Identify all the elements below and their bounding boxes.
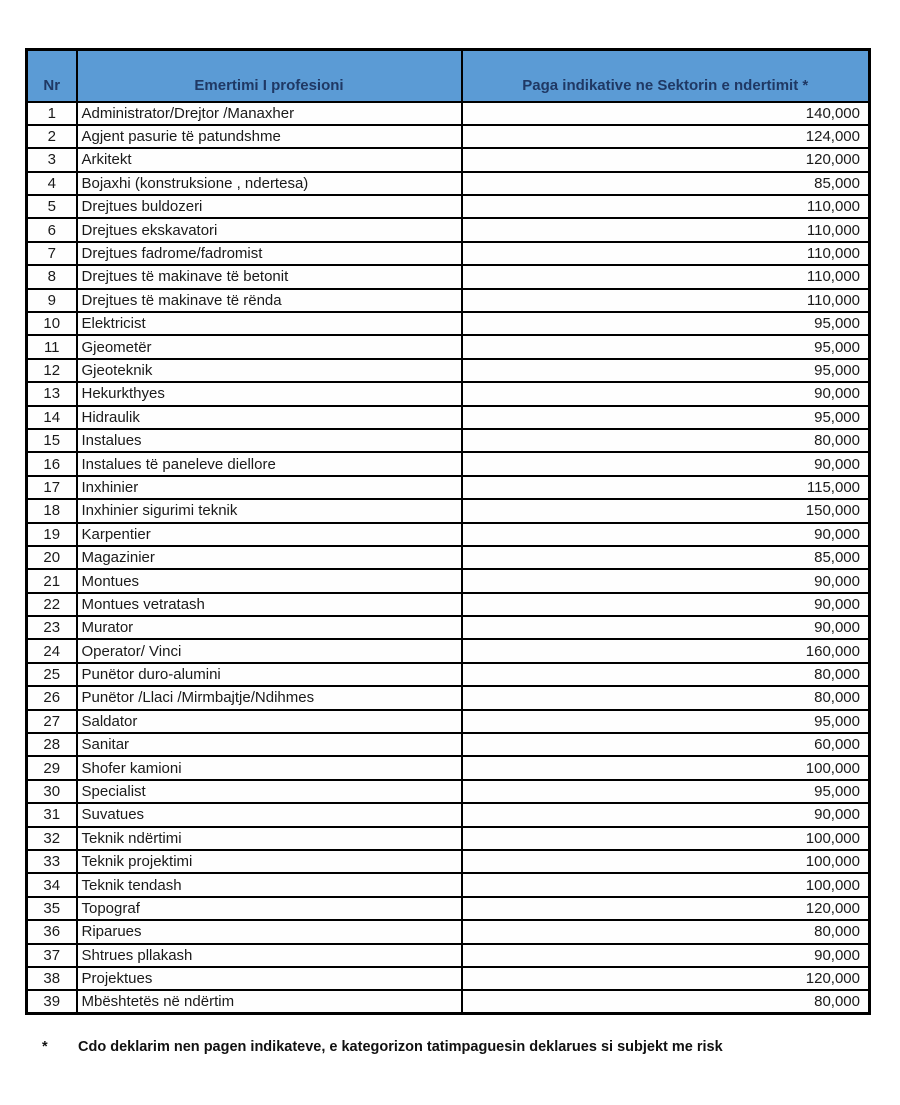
profession-cell: Drejtues ekskavatori [77, 218, 462, 241]
profession-cell: Projektues [77, 967, 462, 990]
table-header-row [27, 50, 870, 102]
profession-cell: Agjent pasurie të patundshme [77, 125, 462, 148]
table-row [27, 897, 870, 920]
table-row [27, 359, 870, 382]
row-number-cell: 4 [27, 172, 77, 195]
profession-cell: Sanitar [77, 733, 462, 756]
salary-cell: 120,000 [462, 897, 870, 920]
salary-cell: 110,000 [462, 195, 870, 218]
row-number-cell: 23 [27, 616, 77, 639]
row-number-cell: 3 [27, 148, 77, 171]
table-row [27, 686, 870, 709]
salary-cell: 124,000 [462, 125, 870, 148]
table-row [27, 756, 870, 779]
table-row [27, 102, 870, 125]
profession-cell: Suvatues [77, 803, 462, 826]
salary-cell: 110,000 [462, 265, 870, 288]
row-number-cell: 7 [27, 242, 77, 265]
row-number-cell: 24 [27, 639, 77, 662]
row-number-cell: 12 [27, 359, 77, 382]
table-row [27, 523, 870, 546]
profession-cell: Punëtor duro-alumini [77, 663, 462, 686]
salary-cell: 110,000 [462, 218, 870, 241]
row-number-cell: 27 [27, 710, 77, 733]
row-number-cell: 32 [27, 827, 77, 850]
table-row [27, 125, 870, 148]
table-row [27, 429, 870, 452]
table-row [27, 312, 870, 335]
salary-cell: 150,000 [462, 499, 870, 522]
salary-cell: 100,000 [462, 827, 870, 850]
salary-cell: 110,000 [462, 289, 870, 312]
salary-cell: 100,000 [462, 850, 870, 873]
table-row [27, 593, 870, 616]
salary-cell: 85,000 [462, 172, 870, 195]
row-number-cell: 18 [27, 499, 77, 522]
row-number-cell: 39 [27, 990, 77, 1013]
header-nr: Nr [27, 50, 77, 102]
table-row [27, 172, 870, 195]
table-row [27, 990, 870, 1013]
salary-cell: 80,000 [462, 990, 870, 1013]
profession-cell: Shtrues pllakash [77, 944, 462, 967]
row-number-cell: 38 [27, 967, 77, 990]
row-number-cell: 28 [27, 733, 77, 756]
table-row [27, 499, 870, 522]
profession-cell: Riparues [77, 920, 462, 943]
profession-cell: Arkitekt [77, 148, 462, 171]
profession-cell: Teknik projektimi [77, 850, 462, 873]
row-number-cell: 14 [27, 406, 77, 429]
row-number-cell: 30 [27, 780, 77, 803]
salary-cell: 95,000 [462, 710, 870, 733]
row-number-cell: 17 [27, 476, 77, 499]
profession-cell: Drejtues të makinave të betonit [77, 265, 462, 288]
profession-cell: Instalues të paneleve diellore [77, 452, 462, 475]
table-row [27, 663, 870, 686]
row-number-cell: 29 [27, 756, 77, 779]
table-row [27, 616, 870, 639]
salary-cell: 90,000 [462, 944, 870, 967]
table-row [27, 335, 870, 358]
row-number-cell: 2 [27, 125, 77, 148]
table-row [27, 873, 870, 896]
profession-cell: Teknik ndërtimi [77, 827, 462, 850]
table-row [27, 476, 870, 499]
salary-cell: 90,000 [462, 569, 870, 592]
table-row [27, 218, 870, 241]
profession-cell: Specialist [77, 780, 462, 803]
salary-cell: 80,000 [462, 429, 870, 452]
footnote-text: Cdo deklarim nen pagen indikateve, e kategorizon tatimpaguesin deklarues si subjekt me risk [78, 1039, 723, 1055]
profession-cell: Magazinier [77, 546, 462, 569]
row-number-cell: 10 [27, 312, 77, 335]
profession-cell: Montues [77, 569, 462, 592]
row-number-cell: 6 [27, 218, 77, 241]
salary-cell: 95,000 [462, 780, 870, 803]
row-number-cell: 8 [27, 265, 77, 288]
table-row [27, 148, 870, 171]
salary-cell: 100,000 [462, 756, 870, 779]
salary-cell: 90,000 [462, 382, 870, 405]
profession-cell: Elektricist [77, 312, 462, 335]
table-row [27, 382, 870, 405]
profession-cell: Gjeoteknik [77, 359, 462, 382]
salary-cell: 90,000 [462, 616, 870, 639]
table-body [27, 102, 870, 1014]
table-row [27, 546, 870, 569]
row-number-cell: 15 [27, 429, 77, 452]
salary-cell: 120,000 [462, 967, 870, 990]
profession-cell: Punëtor /Llaci /Mirmbajtje/Ndihmes [77, 686, 462, 709]
table-row [27, 710, 870, 733]
row-number-cell: 21 [27, 569, 77, 592]
profession-cell: Bojaxhi (konstruksione , ndertesa) [77, 172, 462, 195]
row-number-cell: 5 [27, 195, 77, 218]
row-number-cell: 31 [27, 803, 77, 826]
salary-cell: 80,000 [462, 920, 870, 943]
table-row [27, 803, 870, 826]
table-row [27, 780, 870, 803]
salary-cell: 90,000 [462, 523, 870, 546]
table-row [27, 850, 870, 873]
table-row [27, 639, 870, 662]
profession-cell: Mbështetës në ndërtim [77, 990, 462, 1013]
salary-cell: 80,000 [462, 663, 870, 686]
profession-cell: Montues vetratash [77, 593, 462, 616]
table-row [27, 827, 870, 850]
table-row [27, 289, 870, 312]
row-number-cell: 13 [27, 382, 77, 405]
row-number-cell: 34 [27, 873, 77, 896]
row-number-cell: 25 [27, 663, 77, 686]
row-number-cell: 1 [27, 102, 77, 125]
profession-cell: Gjeometër [77, 335, 462, 358]
profession-cell: Administrator/Drejtor /Manaxher [77, 102, 462, 125]
profession-cell: Topograf [77, 897, 462, 920]
table-row [27, 944, 870, 967]
salary-cell: 95,000 [462, 335, 870, 358]
row-number-cell: 26 [27, 686, 77, 709]
profession-cell: Drejtues të makinave të rënda [77, 289, 462, 312]
row-number-cell: 35 [27, 897, 77, 920]
row-number-cell: 33 [27, 850, 77, 873]
profession-cell: Murator [77, 616, 462, 639]
salary-cell: 90,000 [462, 803, 870, 826]
table-row [27, 195, 870, 218]
profession-cell: Teknik tendash [77, 873, 462, 896]
row-number-cell: 11 [27, 335, 77, 358]
profession-cell: Karpentier [77, 523, 462, 546]
salary-cell: 95,000 [462, 359, 870, 382]
table-row [27, 569, 870, 592]
salary-cell: 85,000 [462, 546, 870, 569]
profession-cell: Saldator [77, 710, 462, 733]
profession-cell: Drejtues buldozeri [77, 195, 462, 218]
table-row [27, 406, 870, 429]
profession-cell: Operator/ Vinci [77, 639, 462, 662]
row-number-cell: 36 [27, 920, 77, 943]
row-number-cell: 9 [27, 289, 77, 312]
profession-cell: Drejtues fadrome/fadromist [77, 242, 462, 265]
row-number-cell: 22 [27, 593, 77, 616]
salary-cell: 90,000 [462, 593, 870, 616]
footnote-asterisk: * [42, 1039, 48, 1055]
salary-cell: 115,000 [462, 476, 870, 499]
salary-cell: 140,000 [462, 102, 870, 125]
profession-cell: Instalues [77, 429, 462, 452]
header-salary: Paga indikative ne Sektorin e ndertimit * [462, 50, 870, 102]
table-row [27, 967, 870, 990]
row-number-cell: 37 [27, 944, 77, 967]
row-number-cell: 16 [27, 452, 77, 475]
header-profession: Emertimi I profesioni [77, 50, 462, 102]
profession-cell: Shofer kamioni [77, 756, 462, 779]
salary-cell: 60,000 [462, 733, 870, 756]
salary-cell: 100,000 [462, 873, 870, 896]
table-row [27, 920, 870, 943]
row-number-cell: 20 [27, 546, 77, 569]
salary-table [25, 48, 871, 1015]
table-row [27, 733, 870, 756]
table-row [27, 265, 870, 288]
salary-cell: 95,000 [462, 406, 870, 429]
table-row [27, 242, 870, 265]
profession-cell: Inxhinier sigurimi teknik [77, 499, 462, 522]
salary-cell: 160,000 [462, 639, 870, 662]
salary-cell: 90,000 [462, 452, 870, 475]
salary-cell: 110,000 [462, 242, 870, 265]
footnote [42, 1039, 862, 1055]
salary-cell: 80,000 [462, 686, 870, 709]
profession-cell: Hekurkthyes [77, 382, 462, 405]
profession-cell: Hidraulik [77, 406, 462, 429]
salary-cell: 95,000 [462, 312, 870, 335]
row-number-cell: 19 [27, 523, 77, 546]
table-row [27, 452, 870, 475]
salary-cell: 120,000 [462, 148, 870, 171]
profession-cell: Inxhinier [77, 476, 462, 499]
